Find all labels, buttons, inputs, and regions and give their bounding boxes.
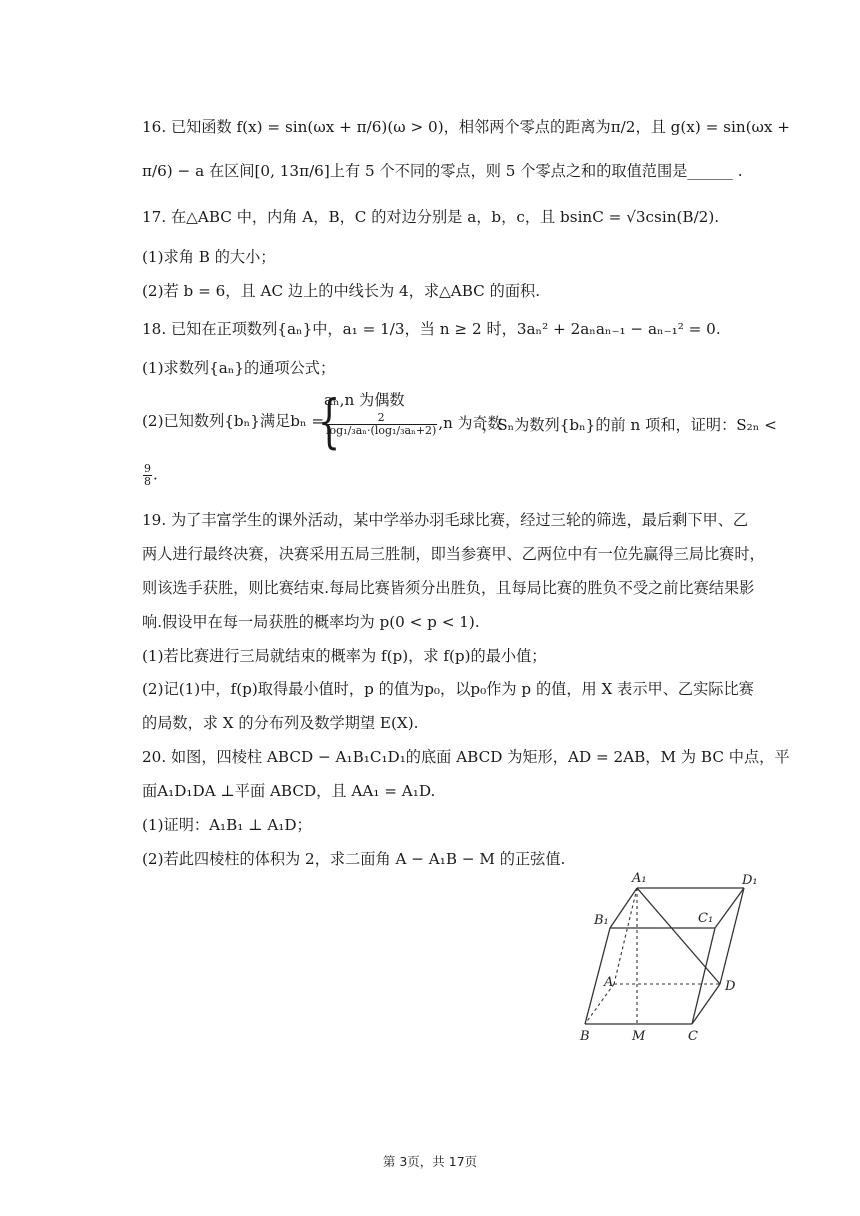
- edge-C1-C: [692, 928, 715, 1024]
- q18-part-2-end: [142, 463, 158, 488]
- edge-A1-B1: [610, 888, 637, 928]
- q18-end-fraction: [143, 463, 152, 488]
- label-M: M: [632, 1029, 646, 1044]
- edge-D1-D: [720, 888, 744, 984]
- q18-case-2-denominator: log₁/₃aₙ·(log₁/₃aₙ+2): [326, 424, 437, 437]
- q18-end-period: .: [153, 465, 158, 484]
- q18-stem: 18. 已知在正项数列{aₙ}中，a₁ = 1/3，当 n ≥ 2 时，3aₙ² + 2aₙaₙ₋₁ − aₙ₋₁² = 0.: [142, 320, 721, 338]
- q16-line-1: 16. 已知函数 f(x) = sin(ωx + π/6)(ω > 0)，相邻两个零点的距离为π/2，且 g(x) = sin(ωx +: [142, 118, 791, 136]
- q20-line-2: 面A₁D₁DA ⊥平面 ABCD，且 AA₁ = A₁D.: [142, 782, 436, 800]
- q18-part-1: (1)求数列{aₙ}的通项公式；: [142, 359, 336, 377]
- q18-case-2: [324, 412, 503, 437]
- label-D1: D₁: [742, 873, 758, 888]
- q17-part-1: (1)求角 B 的大小；: [142, 248, 276, 266]
- q18-end-denominator: 8: [144, 475, 151, 488]
- label-B: B: [580, 1029, 590, 1044]
- q19-line-3: 则该选手获胜，则比赛结束.每局比赛皆须分出胜负，且每局比赛的胜负不受之前比赛结果影: [142, 579, 755, 597]
- q18-case-2-fraction: [325, 412, 437, 437]
- page-footer: 第 3页，共 17页: [382, 1154, 478, 1169]
- q19-part-2-line-2: 的局数，求 X 的分布列及数学期望 E(X).: [142, 714, 419, 732]
- q20-part-2: (2)若此四棱柱的体积为 2，求二面角 A − A₁B − M 的正弦值.: [142, 850, 566, 868]
- q20-line-1: 20. 如图，四棱柱 ABCD − A₁B₁C₁D₁的底面 ABCD 为矩形，AD = 2AB，M 为 BC 中点，平: [142, 748, 790, 766]
- q18-case-1: aₙ,n 为偶数: [324, 391, 405, 409]
- label-D: D: [725, 979, 736, 994]
- piecewise-brace: {: [318, 387, 341, 455]
- prism-figure: [570, 866, 780, 1046]
- q18-case-2-tail: ,n 为奇数: [438, 414, 503, 432]
- label-C1: C₁: [698, 911, 714, 926]
- q17-stem: 17. 在△ABC 中，内角 A，B，C 的对边分别是 a，b，c，且 bsinC = √3csin(B/2).: [142, 208, 720, 226]
- q19-part-1: (1)若比赛进行三局就结束的概率为 f(p)，求 f(p)的最小值；: [142, 647, 547, 665]
- q18-part-2-tail: ，Sₙ为数列{bₙ}的前 n 项和，证明：S₂ₙ <: [482, 416, 777, 434]
- label-B1: B₁: [594, 913, 609, 928]
- q16-line-2: π/6) − a 在区间[0, 13π/6]上有 5 个不同的零点，则 5 个零点之和的取值范围是______ .: [142, 162, 743, 180]
- label-C: C: [688, 1029, 698, 1044]
- q17-part-2: (2)若 b = 6，且 AC 边上的中线长为 4，求△ABC 的面积.: [142, 282, 541, 300]
- q18-case-2-numerator: 2: [325, 412, 437, 425]
- q19-line-1: 19. 为了丰富学生的课外活动，某中学举办羽毛球比赛，经过三轮的筛选，最后剩下甲、乙: [142, 511, 749, 529]
- q19-line-4: 响.假设甲在每一局获胜的概率均为 p(0 < p < 1).: [142, 613, 480, 631]
- edge-A1-A: [614, 888, 637, 984]
- segment-A1-D: [637, 888, 720, 984]
- edge-A-B: [585, 984, 614, 1024]
- q18-end-numerator: 9: [144, 462, 151, 475]
- q19-line-2: 两人进行最终决赛，决赛采用五局三胜制，即当参赛甲、乙两位中有一位先赢得三局比赛时，: [142, 545, 765, 563]
- label-A: A: [604, 975, 614, 990]
- q19-part-2-line-1: (2)记(1)中，f(p)取得最小值时，p 的值为p₀，以p₀作为 p 的值，用 X 表示甲、乙实际比赛: [142, 680, 754, 698]
- q18-part-2-lead: (2)已知数列{bₙ}满足bₙ =: [142, 412, 325, 430]
- q20-part-1: (1)证明：A₁B₁ ⊥ A₁D；: [142, 816, 312, 834]
- label-A1: A₁: [632, 871, 647, 886]
